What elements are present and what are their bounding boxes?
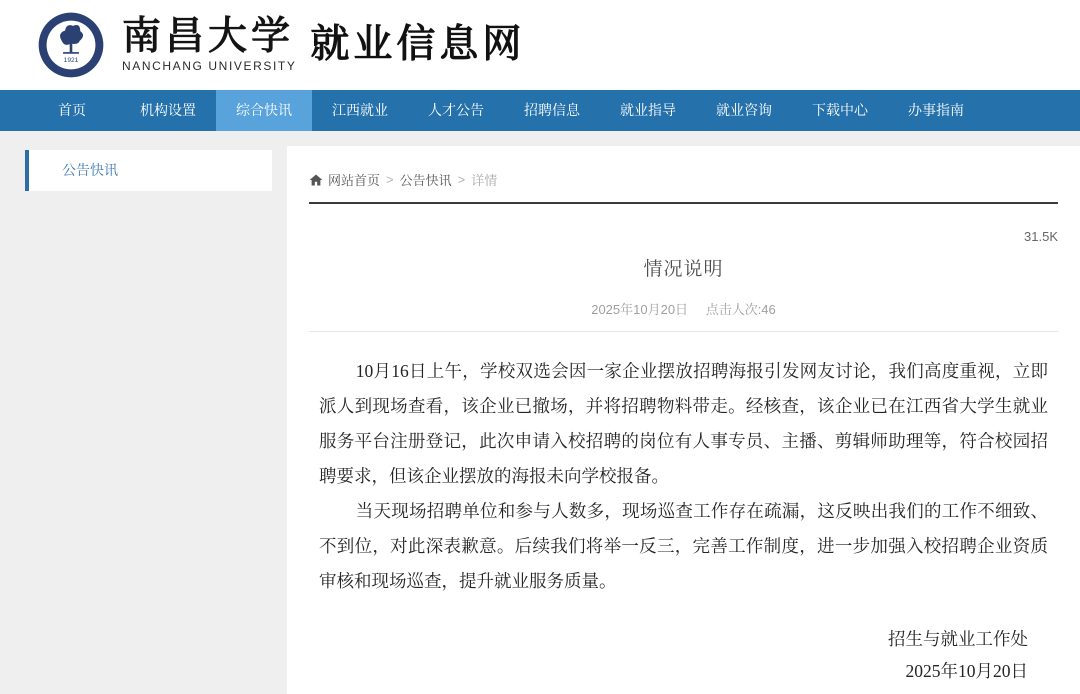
article-signature xyxy=(309,623,1058,687)
site-header xyxy=(0,0,1080,90)
site-title: 就业信息网 xyxy=(310,23,526,66)
nav-item-link[interactable]: 人才公告 xyxy=(428,102,484,118)
nav-item-active[interactable]: 综合快讯 xyxy=(216,90,312,131)
university-name-en: NANCHANG UNIVERSITY xyxy=(122,59,297,73)
article-paragraph: 10月16日上午，学校双选会因一家企业摆放招聘海报引发网友讨论，我们高度重视，立即派人到现场查看，该企业已撤场，并将招聘物料带走。经核查，该企业已在江西省大学生就业服务平台注册登记，此次申请入校招聘的岗位有人事专员、主播、剪辑师助理等，符合校园招聘要求，但该企业摆放的海报未向学校报备。 xyxy=(319,361,1048,486)
article-body xyxy=(309,354,1058,599)
article-paragraph: 当天现场招聘单位和参与人数多，现场巡查工作存在疏漏，这反映出我们的工作不细致、不到位，对此深表歉意。后续我们将举一反三，完善工作制度，进一步加强入校招聘企业资质审核和现场巡查，提升就业服务质量。 xyxy=(319,501,1048,591)
main-area xyxy=(0,131,1080,694)
breadcrumb-section[interactable]: 公告快讯 xyxy=(399,173,452,188)
breadcrumb-separator: > xyxy=(457,172,466,187)
brand-text xyxy=(122,17,296,73)
sidebar xyxy=(0,131,287,694)
nav-item-link[interactable]: 首页 xyxy=(58,102,86,118)
nav-item-link[interactable]: 江西就业 xyxy=(332,102,388,118)
svg-text:1921: 1921 xyxy=(63,57,79,65)
university-name-cn: 南昌大学 xyxy=(122,15,295,58)
university-seal-logo[interactable] xyxy=(38,12,104,78)
views-count-badge: 31.5K xyxy=(1024,229,1058,244)
article-meta xyxy=(309,303,1058,317)
nav-item-link[interactable]: 就业指导 xyxy=(620,102,676,118)
article-title: 情况说明 xyxy=(643,259,724,280)
signature-date: 2025年10月20日 xyxy=(905,661,1028,681)
article-date: 2025年10月20日 xyxy=(591,302,689,317)
home-icon xyxy=(309,173,323,187)
breadcrumb xyxy=(309,170,1058,204)
breadcrumb-current: 详情 xyxy=(471,173,498,188)
meta-divider xyxy=(309,331,1058,332)
breadcrumb-home[interactable]: 网站首页 xyxy=(328,173,381,188)
nav-item-link[interactable]: 机构设置 xyxy=(140,102,196,118)
sidebar-item-announcements[interactable]: 公告快讯 xyxy=(25,150,272,191)
nav-item-link[interactable]: 下载中心 xyxy=(812,102,868,118)
content-panel xyxy=(287,146,1080,694)
nav-item-link[interactable]: 就业咨询 xyxy=(716,102,772,118)
main-nav xyxy=(0,90,1080,131)
signature-org: 招生与就业工作处 xyxy=(888,629,1028,649)
breadcrumb-separator: > xyxy=(386,172,394,187)
nav-item-link[interactable]: 办事指南 xyxy=(908,102,964,118)
nav-item-link[interactable]: 招聘信息 xyxy=(524,102,580,118)
article-hit-count: 点击人次:46 xyxy=(705,302,776,317)
